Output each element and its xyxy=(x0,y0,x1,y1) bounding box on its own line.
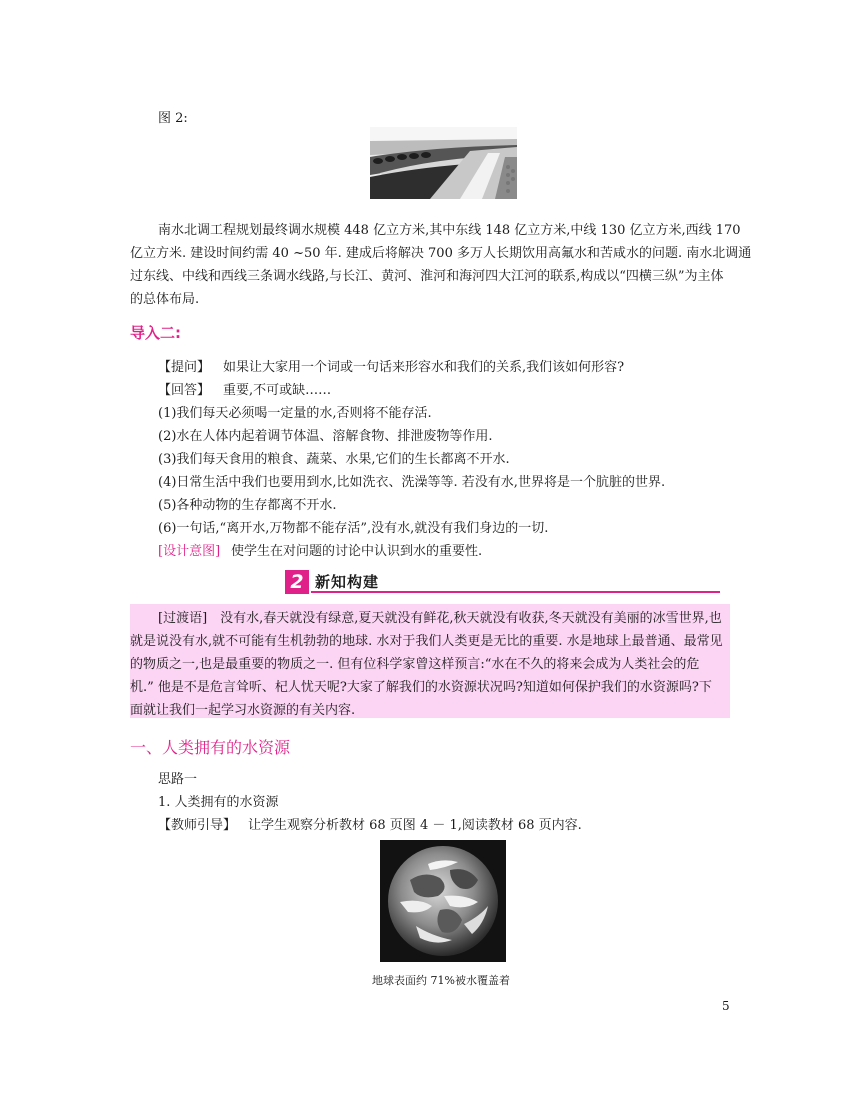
section-number-badge: 2 xyxy=(285,570,309,594)
section-banner xyxy=(285,570,720,595)
design-intent-text: 使学生在对问题的讨论中认识到水的重要性. xyxy=(231,544,483,559)
answer-item: (1)我们每天必须喝一定量的水,否则将不能存活. xyxy=(158,406,432,421)
transition-line: 机.” 他是不是危言耸听、杞人忧天呢?大家了解我们的水资源状况吗?知道如何保护我们的水资源吗?下 xyxy=(130,680,712,695)
page-number: 5 xyxy=(722,999,730,1013)
question-tag: 【提问】 xyxy=(158,360,211,375)
project-paragraph-line-4: 的总体布局. xyxy=(130,292,200,307)
project-paragraph-line-3: 过东线、中线和西线三条调水线路,与长江、黄河、淮河和海河四大江河的联系,构成以“四横三纵”为主体 xyxy=(130,269,724,284)
project-paragraph-line-2: 亿立方米. 建设时间约需 40 ~50 年. 建成后将解决 700 多万人长期饮用高氟水和苦咸水的问题. 南水北调通 xyxy=(130,246,752,261)
answer-item: (5)各种动物的生存都离不开水. xyxy=(158,498,337,513)
section-banner-title: 新知构建 xyxy=(315,573,380,591)
aqueduct-photo xyxy=(370,127,517,199)
figure-label: 图 2: xyxy=(158,111,188,126)
section-banner-underline xyxy=(311,591,720,593)
intro-heading: 导入二: xyxy=(130,324,181,342)
answer-item: (2)水在人体内起着调节体温、溶解食物、排泄废物等作用. xyxy=(158,429,493,444)
transition-line: 就是说没有水,就不可能有生机勃勃的地球. 水对于我们人类更是无比的重要. 水是地球上最普通、最常见 xyxy=(130,634,723,649)
transition-line: [过渡语] 没有水,春天就没有绿意,夏天就没有鲜花,秋天就没有收获,冬天就没有美丽的冰雪世界,也 xyxy=(158,611,722,626)
teacher-guide-tag: 【教师引导】 xyxy=(158,818,237,833)
project-paragraph-line-1: 南水北调工程规划最终调水规模 448 亿立方米,其中东线 148 亿立方米,中线 130 亿立方米,西线 170 xyxy=(158,223,741,238)
subsection-title: 1. 人类拥有的水资源 xyxy=(158,795,279,810)
answer-item: (6)一句话,“离开水,万物都不能存活”,没有水,就没有我们身边的一切. xyxy=(158,521,549,536)
teacher-guide-text: 让学生观察分析教材 68 页图 4 － 1,阅读教材 68 页内容. xyxy=(248,818,582,833)
transition-line: 的物质之一,也是最重要的物质之一. 但有位科学家曾这样预言:“水在不久的将来会成为人类社会的危 xyxy=(130,657,700,672)
answer-tag: 【回答】 xyxy=(158,383,211,398)
approach-label: 思路一 xyxy=(158,772,198,787)
question-text: 如果让大家用一个词或一句话来形容水和我们的关系,我们该如何形容? xyxy=(223,360,625,375)
design-intent-tag: [设计意图] xyxy=(158,544,221,559)
transition-box xyxy=(130,604,730,718)
earth-caption: 地球表面约 71%被水覆盖着 xyxy=(372,974,510,987)
answer-item: (3)我们每天食用的粮食、蔬菜、水果,它们的生长都离不开水. xyxy=(158,452,510,467)
section-heading: 一、人类拥有的水资源 xyxy=(130,738,291,757)
transition-line: 面就让我们一起学习水资源的有关内容. xyxy=(130,703,356,718)
earth-photo xyxy=(380,840,506,962)
answer-item: (4)日常生活中我们也要用到水,比如洗衣、洗澡等等. 若没有水,世界将是一个肮脏的世界. xyxy=(158,475,666,490)
answer-text: 重要,不可或缺…… xyxy=(223,383,332,398)
